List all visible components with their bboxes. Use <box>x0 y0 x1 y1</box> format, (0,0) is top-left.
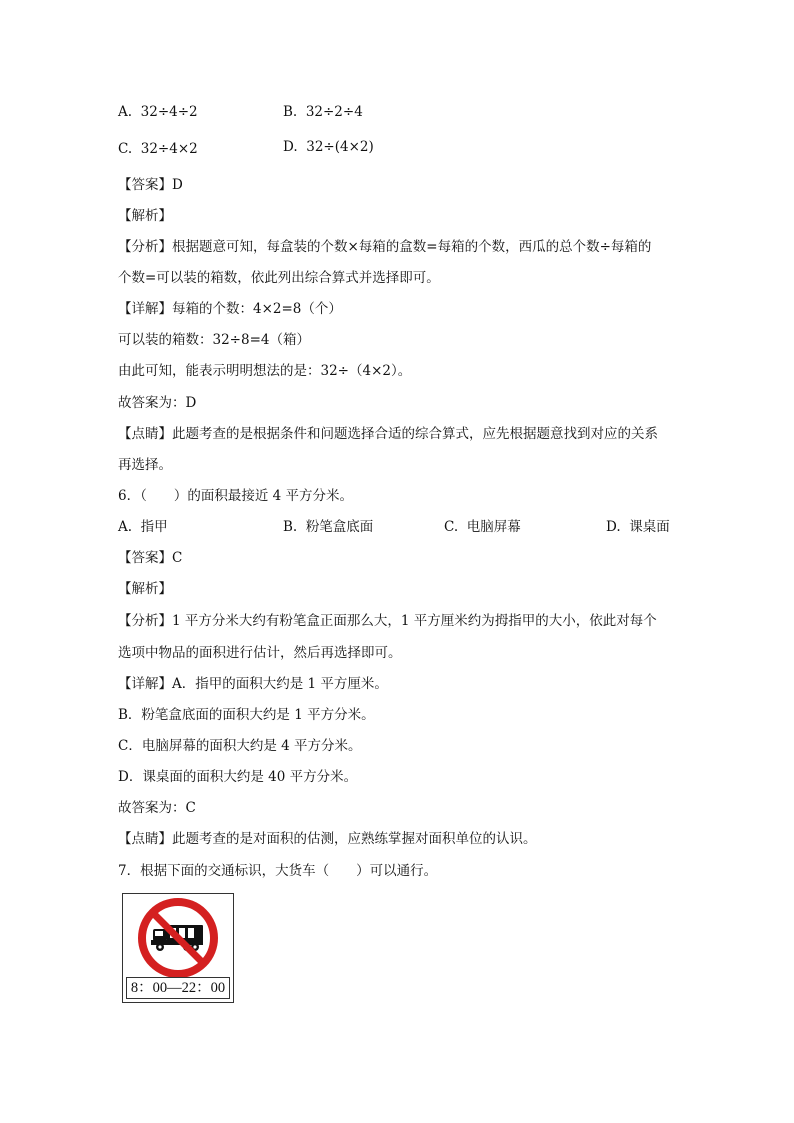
option-letter: D. <box>606 519 621 535</box>
q6-question: 6．（ ）的面积最接近 4 平方分米。 <box>118 488 354 504</box>
option-text: 32÷(4×2) <box>306 139 374 155</box>
q7-question: 7．根据下面的交通标识，大货车（ ）可以通行。 <box>118 863 438 879</box>
option-text: 32÷4÷2 <box>140 104 198 120</box>
q5-option-b <box>283 102 363 122</box>
option-text: 32÷4×2 <box>140 141 198 157</box>
q6-conclusion: 故答案为：C <box>118 800 196 816</box>
q6-detail-text: C．电脑屏幕的面积大约是 4 平方分米。 <box>118 738 362 754</box>
q5-detail-text: 可以装的箱数：32÷8=4（箱） <box>118 332 310 348</box>
option-letter: D. <box>283 139 298 155</box>
option-letter: C. <box>444 519 459 535</box>
q6-analysis-text: 选项中物品的面积进行估计，然后再选择即可。 <box>118 645 402 661</box>
q5-comment: 再选择。 <box>118 457 172 473</box>
no-trucks-traffic-sign <box>122 893 234 1003</box>
q6-detail-text: B．粉笔盒底面的面积大约是 1 平方分米。 <box>118 707 375 723</box>
q5-analysis-text: 个数=可以装的箱数，依此列出综合算式并选择即可。 <box>118 270 440 286</box>
option-text: 课桌面 <box>629 519 670 535</box>
option-letter: A. <box>118 104 133 120</box>
option-text: 电脑屏幕 <box>466 519 521 535</box>
q5-analysis-title: 【解析】 <box>118 208 172 224</box>
no-trucks-icon <box>137 897 219 979</box>
q5-answer: 【答案】D <box>118 177 183 193</box>
q5-analysis-text: 【分析】根据题意可知，每盒装的个数×每箱的盒数=每箱的个数，西瓜的总个数÷每箱的 <box>118 239 652 255</box>
q6-option-c <box>444 517 521 537</box>
option-text: 粉笔盒底面 <box>305 519 374 535</box>
q6-analysis-title: 【解析】 <box>118 581 172 597</box>
option-text: 指甲 <box>140 519 168 535</box>
option-letter: B. <box>283 104 298 120</box>
q6-option-d <box>606 517 670 537</box>
q5-comment: 【点睛】此题考查的是根据条件和问题选择合适的综合算式，应先根据题意找到对应的关系 <box>118 426 658 442</box>
q5-conclusion: 故答案为：D <box>118 395 197 411</box>
q5-option-d <box>283 137 374 157</box>
q6-comment: 【点睛】此题考查的是对面积的估测，应熟练掌握对面积单位的认识。 <box>118 831 537 847</box>
option-text: 32÷2÷4 <box>305 104 363 120</box>
q5-detail-text: 【详解】每箱的个数：4×2=8（个） <box>118 301 342 317</box>
q5-option-c <box>118 139 198 159</box>
q5-detail-text: 由此可知，能表示明明想法的是：32÷（4×2）。 <box>118 363 412 379</box>
option-letter: A. <box>118 519 133 535</box>
q6-detail-text: 【详解】A．指甲的面积大约是 1 平方厘米。 <box>118 676 388 692</box>
option-letter: B. <box>283 519 298 535</box>
q5-option-a <box>118 102 198 122</box>
q6-answer: 【答案】C <box>118 550 183 566</box>
q6-option-b <box>283 517 373 537</box>
q6-detail-text: D．课桌面的面积大约是 40 平方分米。 <box>118 769 358 785</box>
q6-option-a <box>118 517 168 537</box>
sign-time-range: 8：00—22：00 <box>126 977 230 999</box>
q6-analysis-text: 【分析】1 平方分米大约有粉笔盒正面那么大，1 平方厘米约为拇指甲的大小，依此对每个 <box>118 613 657 629</box>
option-letter: C. <box>118 141 133 157</box>
